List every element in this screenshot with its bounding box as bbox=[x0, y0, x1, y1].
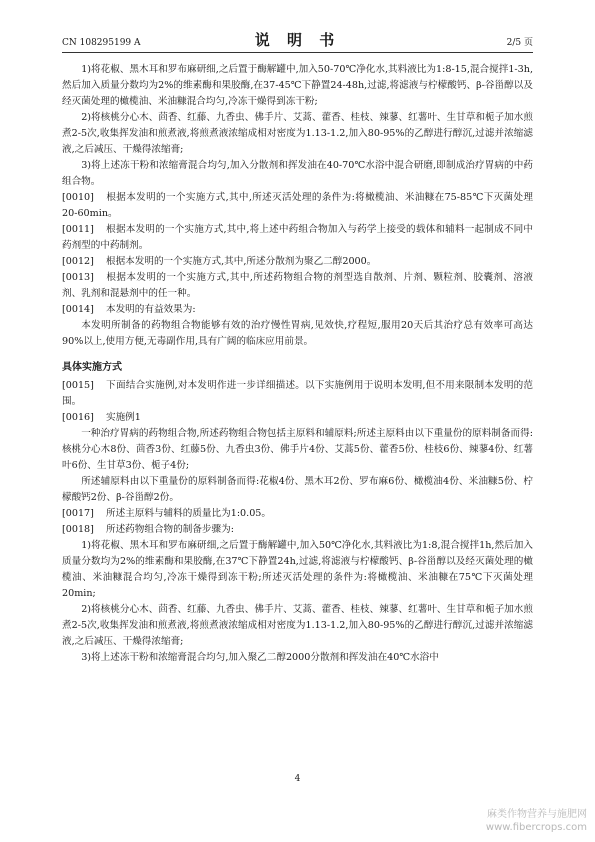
document-body bbox=[62, 62, 533, 666]
paragraph bbox=[62, 318, 533, 350]
paragraph-number: [0015] bbox=[62, 380, 94, 391]
page-header bbox=[62, 32, 533, 53]
paragraph bbox=[62, 378, 533, 410]
watermark bbox=[486, 808, 587, 834]
paragraph-text: 一种治疗胃病的药物组合物,所述药物组合物包括主原料和辅原料;所述主原料由以下重量份的原料制备而得:核桃分心木8份、茴香3份、红藤5份、九香虫3份、佛手片4份、艾蒿5份、藿香5份、桂枝6份、辣蓼4份、红薯叶6份、生甘草3份、栀子4份; bbox=[62, 428, 533, 471]
paragraph bbox=[62, 270, 533, 302]
paragraph-text: 根据本发明的一个实施方式,其中,所述药物组合物的剂型选自散剂、片剂、颗粒剂、胶囊剂、溶液剂、乳剂和混悬剂中的任一种。 bbox=[62, 272, 533, 299]
paragraph-text: 3)将上述冻干粉和浓缩膏混合均匀,加入聚乙二醇2000分散剂和挥发油在40℃水浴中 bbox=[81, 652, 439, 663]
paragraph-text: 所述辅原料由以下重量份的原料制备而得:花椒4份、黑木耳2份、罗布麻6份、橄榄油4份、米油糠5份、柠檬酸钙2份、β-谷甾醇2份。 bbox=[62, 476, 533, 503]
paragraph bbox=[62, 110, 533, 158]
paragraph-text: 所述主原料与辅料的质量比为1:0.05。 bbox=[106, 508, 272, 519]
paragraph-number: [0017] bbox=[62, 508, 94, 519]
paragraph-number: [0018] bbox=[62, 524, 94, 535]
paragraph-text: 根据本发明的一个实施方式,其中,所述灭活处理的条件为:将橄榄油、米油糠在75-85℃下灭菌处理20-60min。 bbox=[62, 192, 533, 219]
paragraph bbox=[62, 62, 533, 110]
paragraph bbox=[62, 650, 533, 666]
paragraph-block-1 bbox=[62, 62, 533, 350]
page-number: 4 bbox=[294, 774, 301, 784]
paragraph bbox=[62, 190, 533, 222]
paragraph bbox=[62, 522, 533, 538]
paragraph-number: [0014] bbox=[62, 304, 94, 315]
paragraph-number: [0011] bbox=[62, 224, 94, 235]
paragraph-text: 所述药物组合物的制备步骤为: bbox=[106, 524, 234, 535]
section-title: 具体实施方式 bbox=[62, 362, 122, 373]
paragraph-number: [0012] bbox=[62, 256, 94, 267]
paragraph bbox=[62, 222, 533, 254]
paragraph bbox=[62, 538, 533, 602]
paragraph bbox=[62, 506, 533, 522]
paragraph-text: 1)将花椒、黑木耳和罗布麻研细,之后置于酶解罐中,加入50℃净化水,其料液比为1:8,混合搅拌1h,然后加入质量分数均为2%的维素酶和果胶酶,在37℃下静置24h,过滤,将滤液与柠檬酸钙、β-谷甾醇以及经灭菌处理的橄榄油、米油糠混合均匀,冷冻干燥得到冻干粉;所述灭活处理的条件为:将橄榄油、米油糠在75℃下灭菌处理20min; bbox=[62, 540, 533, 599]
paragraph-text: 2)将核桃分心木、茴香、红藤、九香虫、佛手片、艾蒿、藿香、桂枝、辣蓼、红薯叶、生甘草和栀子加水煎煮2-5次,收集挥发油和煎煮液,将煎煮液浓缩成相对密度为1.13-1.2,加入80-95%的乙醇进行醇沉,过滤并浓缩滤液,之后减压、干燥得浓缩膏; bbox=[62, 112, 533, 155]
paragraph bbox=[62, 158, 533, 190]
paragraph-text: 根据本发明的一个实施方式,其中,将上述中药组合物加入与药学上接受的载体和辅料一起制成不同中药剂型的中药制剂。 bbox=[62, 224, 533, 251]
patent-number: CN 108295199 A bbox=[62, 38, 141, 48]
paragraph-text: 3)将上述冻干粉和浓缩膏混合均匀,加入分散剂和挥发油在40-70℃水浴中混合研磨,即制成治疗胃病的中药组合物。 bbox=[62, 160, 533, 187]
paragraph-number: [0010] bbox=[62, 192, 94, 203]
paragraph bbox=[62, 410, 533, 426]
paragraph-text: 1)将花椒、黑木耳和罗布麻研细,之后置于酶解罐中,加入50-70℃净化水,其料液比为1:8-15,混合搅拌1-3h,然后加入质量分数均为2%的维素酶和果胶酶,在37-45℃下静置24-48h,过滤,将滤液与柠檬酸钙、β-谷甾醇以及经灭菌处理的橄榄油、米油糠混合均匀,冷冻干燥得到冻干粉; bbox=[62, 64, 533, 107]
paragraph bbox=[62, 474, 533, 506]
paragraph bbox=[62, 302, 533, 318]
page-indicator: 2/5 页 bbox=[506, 38, 533, 48]
document-title: 说 明 书 bbox=[254, 31, 341, 49]
paragraph-text: 下面结合实施例,对本发明作进一步详细描述。以下实施例用于说明本发明,但不用来限制本发明的范围。 bbox=[62, 380, 533, 407]
watermark-name: 麻类作物营养与施肥网 bbox=[487, 809, 587, 820]
watermark-url: www.fibercrops.com bbox=[485, 822, 587, 833]
paragraph-text: 本发明所制备的药物组合物能够有效的治疗慢性胃病,见效快,疗程短,服用20天后其治疗总有效率可高达90%以上,使用方便,无毒副作用,具有广阔的临床应用前景。 bbox=[62, 320, 533, 347]
paragraph bbox=[62, 602, 533, 650]
paragraph-number: [0016] bbox=[62, 412, 94, 423]
paragraph bbox=[62, 426, 533, 474]
paragraph-number: [0013] bbox=[62, 272, 94, 283]
paragraph-text: 2)将核桃分心木、茴香、红藤、九香虫、佛手片、艾蒿、藿香、桂枝、辣蓼、红薯叶、生甘草和栀子加水煎煮2-5次,收集挥发油和煎煮液,将煎煮液浓缩成相对密度为1.13-1.2,加入80-95%的乙醇进行醇沉,过滤并浓缩滤液,之后减压、干燥得浓缩膏; bbox=[62, 604, 533, 647]
paragraph-text: 根据本发明的一个实施方式,其中,所述分散剂为聚乙二醇2000。 bbox=[106, 256, 377, 267]
paragraph bbox=[62, 254, 533, 270]
paragraph-text: 本发明的有益效果为: bbox=[106, 304, 196, 315]
paragraph-text: 实施例1 bbox=[106, 412, 141, 423]
paragraph-block-2 bbox=[62, 378, 533, 666]
